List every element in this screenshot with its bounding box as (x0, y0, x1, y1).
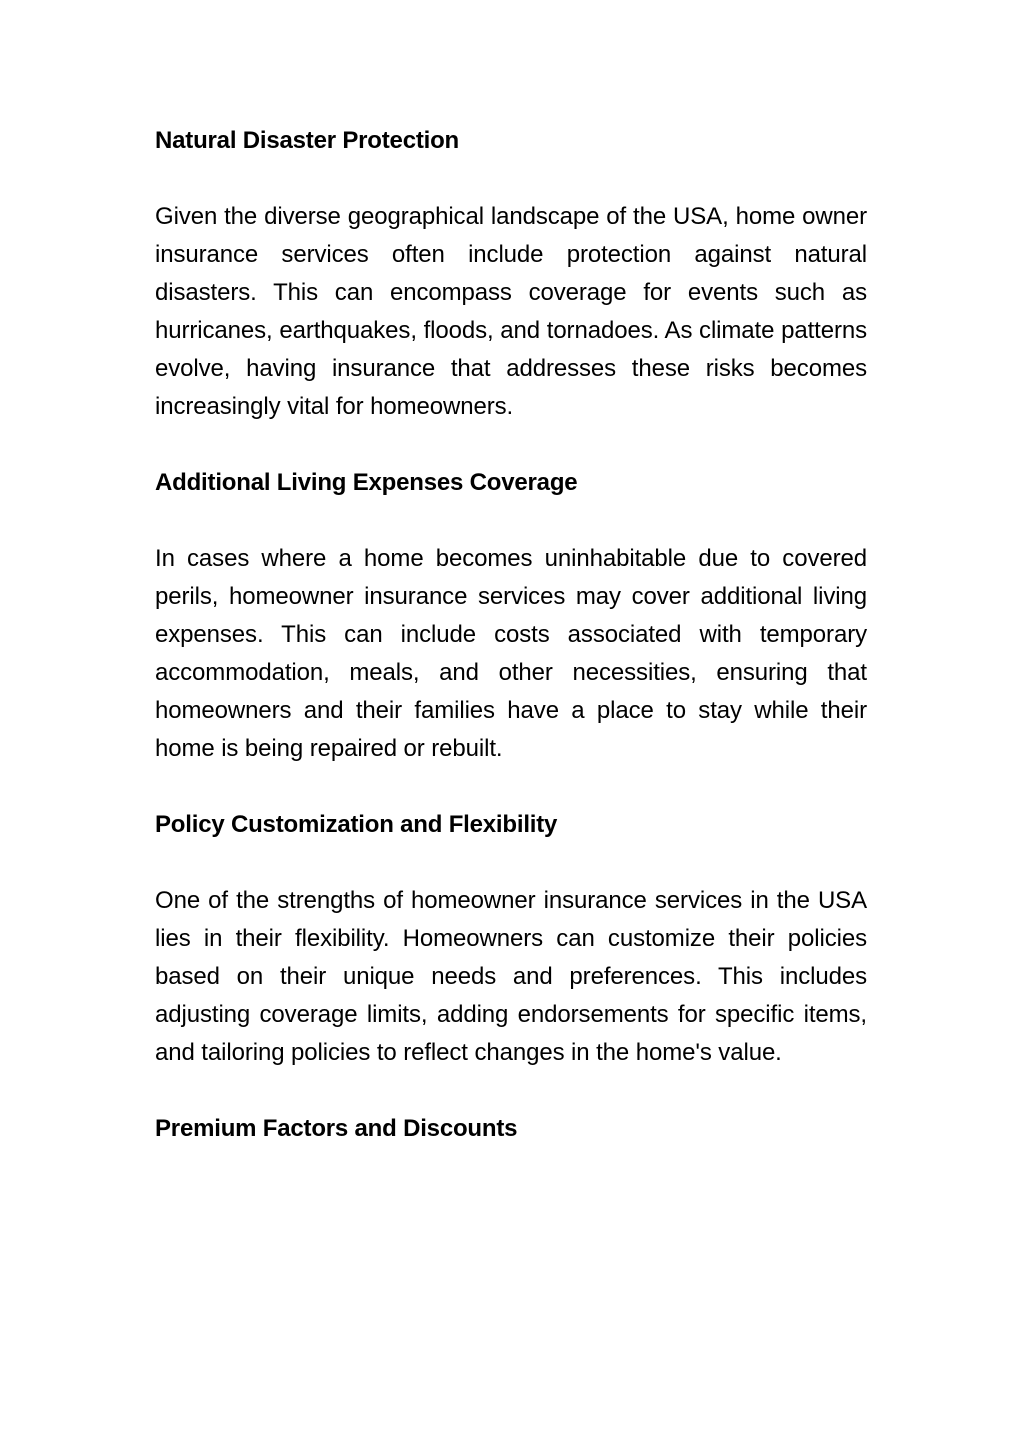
spacer (155, 426, 867, 464)
spacer (155, 502, 867, 540)
spacer (155, 768, 867, 806)
spacer (155, 844, 867, 882)
spacer (155, 1072, 867, 1110)
section-body-policy-customization: One of the strengths of homeowner insurance services in the USA lies in their flexibility. Homeowners can customize their policies based on their unique needs and preferences. This includes adjusting coverage limits, adding endorsements for specific items, and tailoring policies to reflect changes in the home's value. (155, 887, 867, 1066)
section-body-natural-disaster: Given the diverse geographical landscape of the USA, home owner insurance services often include protection against natural disasters. This can encompass coverage for events such as hurricanes, earthquakes, floods, and tornadoes. As climate patterns evolve, having insurance that addresses these risks becomes increasingly vital for homeowners. (155, 203, 867, 420)
section-heading-additional-living: Additional Living Expenses Coverage (155, 469, 578, 496)
section-heading-premium-factors: Premium Factors and Discounts (155, 1115, 518, 1142)
section-heading-natural-disaster: Natural Disaster Protection (155, 127, 460, 154)
section-heading-policy-customization: Policy Customization and Flexibility (155, 811, 558, 838)
document-page (155, 122, 867, 1148)
section-body-additional-living: In cases where a home becomes uninhabitable due to covered perils, homeowner insurance services may cover additional living expenses. This can include costs associated with temporary accommodation, meals, and other necessities, ensuring that homeowners and their families have a place to stay while their home is being repaired or rebuilt. (155, 545, 867, 762)
spacer (155, 160, 867, 198)
